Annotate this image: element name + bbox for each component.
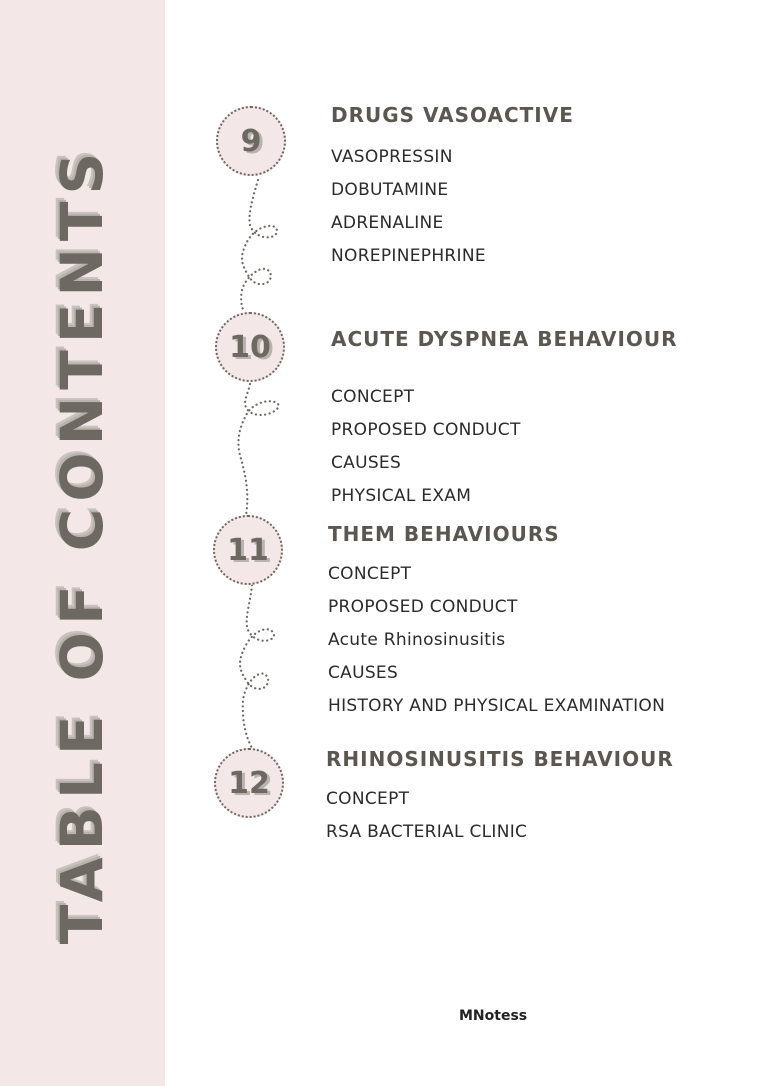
section-title[interactable]: THEM BEHAVIOURS: [328, 522, 560, 546]
toc-section: [331, 103, 574, 273]
toc-item[interactable]: RSA BACTERIAL CLINIC: [326, 822, 528, 842]
toc-item[interactable]: Acute Rhinosinusitis: [328, 630, 506, 650]
toc-item[interactable]: CAUSES: [331, 453, 402, 473]
section-number: 11: [227, 532, 269, 568]
toc-item[interactable]: CONCEPT: [326, 789, 410, 809]
section-number-badge: [215, 312, 285, 382]
toc-item[interactable]: ADRENALINE: [331, 213, 444, 233]
toc-item[interactable]: CONCEPT: [331, 387, 415, 407]
section-title[interactable]: DRUGS VASOACTIVE: [331, 103, 574, 127]
brand-footer: MNotess: [459, 1008, 528, 1024]
toc-item[interactable]: CAUSES: [328, 663, 399, 683]
toc-section: [328, 522, 665, 723]
section-title[interactable]: ACUTE DYSPNEA BEHAVIOUR: [331, 327, 678, 351]
toc-section: [331, 327, 678, 513]
section-number: 10: [229, 329, 271, 365]
section-number-badge: [214, 748, 284, 818]
section-number-badge: [213, 515, 283, 585]
toc-item[interactable]: VASOPRESSIN: [331, 147, 453, 167]
toc-section: [326, 747, 674, 849]
toc-item[interactable]: HISTORY AND PHYSICAL EXAMINATION: [328, 696, 666, 716]
section-number: 12: [228, 765, 270, 801]
section-number-badge: [216, 106, 286, 176]
toc-item[interactable]: CONCEPT: [328, 564, 412, 584]
toc-item[interactable]: DOBUTAMINE: [331, 180, 449, 200]
toc-item[interactable]: PROPOSED CONDUCT: [331, 420, 521, 440]
toc-item[interactable]: PROPOSED CONDUCT: [328, 597, 518, 617]
toc-item[interactable]: NOREPINEPHRINE: [331, 246, 486, 266]
vertical-title: TABLE OF CONTENTS: [48, 145, 116, 945]
section-title[interactable]: RHINOSINUSITIS BEHAVIOUR: [326, 747, 674, 771]
section-number: 9: [240, 123, 262, 159]
toc-item[interactable]: PHYSICAL EXAM: [331, 486, 472, 506]
